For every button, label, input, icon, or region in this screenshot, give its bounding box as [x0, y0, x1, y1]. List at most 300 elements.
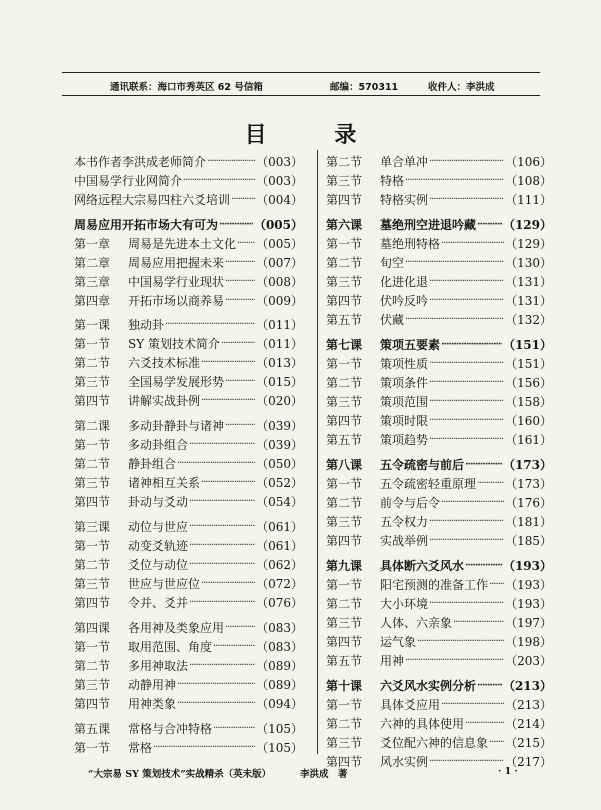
- toc-entry-page: （083）: [256, 640, 303, 654]
- toc-entry-leader: [225, 420, 255, 431]
- toc-entry-page: （054）: [256, 495, 303, 509]
- toc-entry-page: （005）: [256, 237, 303, 251]
- toc-entry-label: 第三节: [74, 678, 111, 692]
- toc-entry-label: 第一节: [74, 640, 111, 654]
- toc-entry-label: 第二课: [74, 419, 111, 433]
- toc-entry-title: 诸神相互关系: [128, 476, 201, 490]
- toc-entry-page: （198）: [505, 635, 552, 649]
- toc-entry: [326, 190, 552, 209]
- toc-entry-leader: [453, 617, 504, 628]
- toc-entry-leader: [441, 497, 504, 508]
- toc-entry-leader: [225, 376, 255, 387]
- toc-entry-label: 第一章: [74, 237, 111, 251]
- toc-entry: [326, 373, 552, 392]
- footer-book-title: “大宗易 SY 策划技术”实战精杀（英未版）: [88, 769, 272, 780]
- toc-entry: [326, 152, 552, 171]
- toc-entry-page: （005）: [253, 218, 303, 232]
- toc-entry: [74, 694, 303, 713]
- toc-entry: [326, 651, 552, 670]
- toc-entry-label: 第四节: [326, 193, 363, 207]
- toc-entry-label: 第三节: [326, 515, 363, 529]
- toc-entry: [326, 512, 552, 531]
- toc-entry-title: 各用神及类象应用: [128, 621, 225, 635]
- toc-entry: [74, 574, 303, 593]
- toc-entry: [326, 695, 552, 714]
- toc-entry: [74, 637, 303, 656]
- column-divider: [317, 150, 318, 754]
- toc-entry-page: （106）: [505, 155, 552, 169]
- toc-entry-label: 第三节: [326, 616, 363, 630]
- toc-entry-label: 第四章: [74, 294, 111, 308]
- toc-entry-leader: [429, 535, 504, 546]
- toc-entry-page: （193）: [505, 578, 552, 592]
- toc-entry-page: （130）: [505, 256, 552, 270]
- toc-entry-leader: [441, 238, 504, 249]
- toc-entry-page: （003）: [256, 155, 303, 169]
- toc-entry-page: （181）: [505, 515, 552, 529]
- toc-entry: [74, 353, 303, 372]
- toc-entry-page: （052）: [256, 476, 303, 490]
- toc-entry-leader: [189, 559, 255, 570]
- toc-entry-leader: [429, 756, 504, 767]
- toc-entry-page: （009）: [256, 294, 303, 308]
- toc-entry-label: 第四节: [326, 635, 363, 649]
- toc-entry-title: 大小环境: [380, 597, 429, 611]
- toc-entry-label: 第四节: [326, 755, 363, 769]
- header-recipient: 收件人：李洪成: [428, 82, 495, 93]
- toc-entry-page: （105）: [256, 741, 303, 755]
- toc-entry-label: 第一课: [74, 318, 111, 332]
- toc-entry-title: 爻位配六神的信息象: [380, 736, 489, 750]
- toc-entry-label: 第二节: [326, 496, 363, 510]
- toc-entry-label: 第四课: [74, 621, 111, 635]
- toc-entry-label: 第四节: [326, 294, 363, 308]
- toc-entry-page: （131）: [505, 275, 552, 289]
- toc-entry-page: （062）: [256, 558, 303, 572]
- footer-page-number: · 1 ·: [498, 766, 518, 777]
- toc-entry-leader: [189, 660, 255, 671]
- toc-entry-page: （217）: [505, 755, 552, 769]
- toc-entry: [74, 372, 303, 391]
- toc-entry-label: 第二节: [74, 558, 111, 572]
- toc-entry: [74, 719, 303, 738]
- toc-entry-leader: [165, 319, 255, 330]
- toc-entry: [326, 272, 552, 291]
- toc-entry-title: 伏藏: [380, 313, 405, 327]
- toc-entry-title: 策项五要素: [380, 338, 441, 352]
- toc-entry-title: 独动卦: [128, 318, 165, 332]
- toc-entry-page: （173）: [502, 458, 552, 472]
- toc-entry: [74, 171, 303, 190]
- toc-entry-label: 第一节: [326, 698, 363, 712]
- toc-entry-leader: [429, 156, 504, 167]
- toc-entry-label: 第十课: [326, 679, 363, 693]
- toc-entry-title: 本书作者李洪成老师简介: [74, 155, 207, 169]
- toc-entry-label: 第三节: [326, 736, 363, 750]
- toc-entry-leader: [477, 478, 504, 489]
- toc-entry-title: 动静用神: [128, 678, 177, 692]
- toc-entry-page: （213）: [502, 679, 552, 693]
- toc-entry: [326, 474, 552, 493]
- toc-entry-page: （161）: [505, 433, 552, 447]
- toc-entry: [74, 253, 303, 272]
- toc-entry-title: 卦动与爻动: [128, 495, 189, 509]
- toc-entry-leader: [405, 314, 504, 325]
- header-rule-top: [62, 72, 540, 73]
- toc-entry: [326, 411, 552, 430]
- toc-entry-leader: [189, 439, 255, 450]
- toc-entry-label: 第三课: [74, 520, 111, 534]
- toc-entry-title: 静卦组合: [128, 457, 177, 471]
- toc-entry-label: 第三节: [74, 476, 111, 490]
- toc-entry-label: 第五课: [74, 722, 111, 736]
- toc-entry-title: 讲解实战卦例: [128, 394, 201, 408]
- toc-entry-label: 第一节: [326, 357, 363, 371]
- toc-entry-page: （039）: [256, 438, 303, 452]
- toc-entry-page: （108）: [505, 174, 552, 188]
- toc-entry-leader: [429, 194, 504, 205]
- toc-entry: [74, 492, 303, 511]
- toc-entry-page: （089）: [256, 659, 303, 673]
- toc-entry: [74, 391, 303, 410]
- toc-entry-leader: [225, 276, 255, 287]
- toc-entry-label: 第四节: [326, 414, 363, 428]
- toc-entry: [326, 676, 552, 695]
- toc-entry-label: 第二节: [74, 457, 111, 471]
- header-rule-bottom: [62, 95, 540, 96]
- toc-entry: [326, 430, 552, 449]
- toc-entry-leader: [429, 434, 504, 445]
- toc-entry-page: （011）: [256, 318, 303, 332]
- toc-entry-page: （151）: [505, 357, 552, 371]
- toc-entry-label: 第三节: [74, 375, 111, 389]
- toc-entry-label: 第一节: [74, 438, 111, 452]
- toc-entry-label: 第八课: [326, 458, 363, 472]
- toc-entry: [326, 733, 552, 752]
- toc-entry: [74, 536, 303, 555]
- toc-entry-label: 第一节: [326, 578, 363, 592]
- toc-entry-title: 伏吟反吟: [380, 294, 429, 308]
- toc-entry: [74, 517, 303, 536]
- toc-entry-leader: [465, 718, 504, 729]
- toc-entry-title: 特格实例: [380, 193, 429, 207]
- toc-entry-label: 第二节: [326, 376, 363, 390]
- toc-entry-label: 第二节: [326, 256, 363, 270]
- toc-entry-leader: [225, 257, 255, 268]
- toc-entry-page: （156）: [505, 376, 552, 390]
- toc-entry: [74, 473, 303, 492]
- header-postcode: 邮编：570311: [330, 82, 399, 93]
- toc-entry-page: （061）: [256, 520, 303, 534]
- toc-entry-label: 第九课: [326, 559, 363, 573]
- toc-entry-title: 动变爻轨迹: [128, 539, 189, 553]
- toc-entry-title: 周易应用把握未来: [128, 256, 225, 270]
- toc-entry-title: 策项条件: [380, 376, 429, 390]
- header-address: 通讯联系：海口市秀英区 62 号信箱: [110, 82, 263, 93]
- toc-entry-page: （089）: [256, 678, 303, 692]
- toc-entry-title: 世应与世应位: [128, 577, 201, 591]
- toc-entry-leader: [219, 219, 253, 230]
- toc-entry-page: （050）: [256, 457, 303, 471]
- toc-entry-title: 多动卦静卦与诸神: [128, 419, 225, 433]
- toc-entry-leader: [441, 339, 502, 350]
- toc-entry-page: （215）: [505, 736, 552, 750]
- toc-entry-page: （131）: [505, 294, 552, 308]
- toc-entry-page: （105）: [256, 722, 303, 736]
- toc-entry-leader: [405, 175, 504, 186]
- toc-entry-title: 阳宅预测的准备工作: [380, 578, 489, 592]
- toc-entry: [74, 334, 303, 353]
- toc-entry-leader: [201, 395, 255, 406]
- toc-entry: [74, 738, 303, 757]
- toc-entry: [74, 656, 303, 675]
- toc-entry-page: （214）: [505, 717, 552, 731]
- toc-entry-page: （008）: [256, 275, 303, 289]
- toc-entry: [326, 493, 552, 512]
- toc-entry: [326, 455, 552, 474]
- toc-entry-page: （197）: [505, 616, 552, 630]
- toc-entry: [74, 190, 303, 209]
- toc-entry-page: （083）: [256, 621, 303, 635]
- toc-entry-page: （203）: [505, 654, 552, 668]
- toc-entry: [326, 335, 552, 354]
- toc-entry-label: 第二章: [74, 256, 111, 270]
- toc-entry-title: 人体、六亲象: [380, 616, 453, 630]
- toc-entry-title: 策项时限: [380, 414, 429, 428]
- toc-entry-leader: [405, 257, 504, 268]
- toc-entry-title: 网络远程大宗易四柱六爻培训: [74, 193, 231, 207]
- toc-entry-page: （129）: [505, 237, 552, 251]
- toc-entry-leader: [189, 540, 255, 551]
- toc-entry-label: 第四节: [74, 596, 111, 610]
- toc-entry-label: 第二节: [326, 597, 363, 611]
- toc-entry-page: （173）: [505, 477, 552, 491]
- toc-entry-page: （185）: [505, 534, 552, 548]
- toc-entry-title: 动位与世应: [128, 520, 189, 534]
- toc-entry: [326, 632, 552, 651]
- toc-entry-leader: [237, 238, 255, 249]
- toc-entry-page: （111）: [505, 193, 552, 207]
- toc-entry-title: 周易应用开拓市场大有可为: [74, 218, 219, 232]
- toc-entry: [326, 613, 552, 632]
- toc-entry-label: 第三节: [326, 275, 363, 289]
- toc-entry-page: （072）: [256, 577, 303, 591]
- toc-entry-leader: [225, 622, 255, 633]
- toc-entry-title: 墓绝刑特格: [380, 237, 441, 251]
- toc-entry-title: 周易是先进本土文化: [128, 237, 237, 251]
- toc-entry-leader: [225, 295, 255, 306]
- toc-entry-leader: [429, 295, 504, 306]
- toc-entry-label: 第二节: [74, 659, 111, 673]
- toc-entry: [74, 593, 303, 612]
- toc-entry-label: 第四节: [326, 534, 363, 548]
- toc-entry-leader: [221, 338, 255, 349]
- toc-entry: [74, 435, 303, 454]
- toc-entry: [74, 416, 303, 435]
- toc-entry-leader: [201, 477, 255, 488]
- toc-entry-title: 用神: [380, 654, 405, 668]
- toc-entry-leader: [189, 496, 255, 507]
- toc-entry-label: 第四节: [74, 394, 111, 408]
- toc-entry-title: 取用范围、角度: [128, 640, 213, 654]
- toc-entry-title: 风水实例: [380, 755, 429, 769]
- toc-entry-page: （061）: [256, 539, 303, 553]
- toc-entry-page: （011）: [256, 337, 303, 351]
- toc-entry: [326, 310, 552, 329]
- toc-entry-leader: [429, 415, 504, 426]
- toc-entry: [74, 234, 303, 253]
- toc-entry-leader: [177, 458, 255, 469]
- toc-entry: [326, 215, 552, 234]
- toc-entry: [326, 392, 552, 411]
- toc-entry-title: 具体断六爻风水: [380, 559, 465, 573]
- page-title: 目 录: [244, 122, 387, 148]
- toc-entry: [74, 454, 303, 473]
- toc-entry-title: 前令与后令: [380, 496, 441, 510]
- toc-entry-label: 第一节: [326, 237, 363, 251]
- toc-entry: [74, 215, 303, 234]
- toc-entry: [326, 531, 552, 550]
- toc-entry-page: （007）: [256, 256, 303, 270]
- toc-entry: [326, 171, 552, 190]
- toc-entry-page: （094）: [256, 697, 303, 711]
- toc-entry-title: 中国易学行业现状: [128, 275, 225, 289]
- toc-entry-leader: [177, 679, 255, 690]
- toc-entry-label: 第三节: [74, 577, 111, 591]
- toc-entry-leader: [489, 737, 504, 748]
- toc-entry-leader: [189, 597, 255, 608]
- toc-entry-title: 令并、爻并: [128, 596, 189, 610]
- toc-entry-label: 第六课: [326, 218, 363, 232]
- toc-entry-title: 策项范围: [380, 395, 429, 409]
- toc-entry-label: 第三章: [74, 275, 111, 289]
- toc-entry: [74, 618, 303, 637]
- toc-entry-page: （132）: [505, 313, 552, 327]
- toc-entry-page: （151）: [502, 338, 552, 352]
- toc-entry-leader: [417, 636, 504, 647]
- toc-entry-leader: [231, 194, 255, 205]
- toc-entry-leader: [201, 357, 255, 368]
- toc-entry-label: 第二节: [326, 717, 363, 731]
- toc-entry: [74, 675, 303, 694]
- toc-entry-label: 第五节: [326, 433, 363, 447]
- toc-entry-page: （003）: [256, 174, 303, 188]
- toc-entry-label: 第二节: [74, 356, 111, 370]
- toc-entry: [326, 752, 552, 771]
- toc-entry-title: 五令疏密轻重原理: [380, 477, 477, 491]
- toc-entry-title: 运气象: [380, 635, 417, 649]
- toc-entry-leader: [477, 219, 502, 230]
- toc-entry-label: 第七课: [326, 338, 363, 352]
- toc-entry-page: （160）: [505, 414, 552, 428]
- toc-entry: [326, 234, 552, 253]
- toc-entry-leader: [465, 459, 502, 470]
- toc-entry-leader: [429, 516, 504, 527]
- toc-entry: [326, 556, 552, 575]
- toc-entry-title: 旬空: [380, 256, 405, 270]
- toc-entry-label: 第二节: [326, 155, 363, 169]
- toc-entry-leader: [405, 655, 504, 666]
- toc-entry-leader: [429, 396, 504, 407]
- toc-entry-page: （193）: [502, 559, 552, 573]
- toc-entry-title: 常格: [128, 741, 153, 755]
- toc-entry-title: 多用神取法: [128, 659, 189, 673]
- toc-entry-page: （076）: [256, 596, 303, 610]
- toc-entry-title: 用神类象: [128, 697, 177, 711]
- toc-entry-title: 爻位与动位: [128, 558, 189, 572]
- toc-entry-leader: [429, 276, 504, 287]
- toc-entry-page: （158）: [505, 395, 552, 409]
- toc-entry: [74, 315, 303, 334]
- toc-entry-title: 具体爻应用: [380, 698, 441, 712]
- toc-entry-page: （129）: [502, 218, 552, 232]
- toc-entry-leader: [477, 680, 502, 691]
- toc-entry-label: 第三节: [326, 174, 363, 188]
- toc-entry-page: （213）: [505, 698, 552, 712]
- toc-entry-leader: [429, 598, 504, 609]
- toc-entry-title: 策项性质: [380, 357, 429, 371]
- toc-entry-title: 五令疏密与前后: [380, 458, 465, 472]
- toc-entry-title: 化进化退: [380, 275, 429, 289]
- toc-entry-leader: [213, 723, 255, 734]
- toc-entry-leader: [201, 578, 255, 589]
- toc-entry-leader: [183, 175, 255, 186]
- toc-entry-label: 第一节: [74, 539, 111, 553]
- toc-entry-leader: [207, 156, 255, 167]
- toc-entry-page: （193）: [505, 597, 552, 611]
- toc-entry-label: 第四节: [74, 697, 111, 711]
- toc-entry-page: （039）: [256, 419, 303, 433]
- toc-entry-page: （176）: [505, 496, 552, 510]
- toc-entry-label: 第五节: [326, 313, 363, 327]
- toc-entry-title: 全国易学发展形势: [128, 375, 225, 389]
- toc-entry-title: 常格与合冲特格: [128, 722, 213, 736]
- toc-entry-label: 第一节: [74, 741, 111, 755]
- toc-entry-leader: [489, 579, 504, 590]
- toc-entry-title: 策项趋势: [380, 433, 429, 447]
- toc-entry-leader: [429, 358, 504, 369]
- toc-entry: [326, 714, 552, 733]
- toc-entry-leader: [153, 742, 255, 753]
- toc-entry-title: 六爻风水实例分析: [380, 679, 477, 693]
- toc-entry-page: （004）: [256, 193, 303, 207]
- toc-entry-title: 六神的具体使用: [380, 717, 465, 731]
- toc-entry-title: 五令权力: [380, 515, 429, 529]
- toc-entry-title: 实战举例: [380, 534, 429, 548]
- toc-entry: [326, 575, 552, 594]
- toc-entry-page: （020）: [256, 394, 303, 408]
- toc-entry-page: （015）: [256, 375, 303, 389]
- toc-entry-leader: [441, 699, 504, 710]
- toc-entry-title: 六爻技术标准: [128, 356, 201, 370]
- toc-entry: [74, 152, 303, 171]
- toc-entry-leader: [465, 560, 502, 571]
- toc-entry-title: 墓绝刑空进退吟藏: [380, 218, 477, 232]
- toc-entry-title: 多动卦组合: [128, 438, 189, 452]
- toc-entry-leader: [213, 641, 255, 652]
- toc-entry-label: 第五节: [326, 654, 363, 668]
- toc-entry: [326, 354, 552, 373]
- toc-entry-leader: [177, 698, 255, 709]
- toc-entry: [74, 272, 303, 291]
- toc-entry-label: 第三节: [326, 395, 363, 409]
- footer-author: 李洪成 著: [300, 769, 348, 780]
- toc-entry-page: （013）: [256, 356, 303, 370]
- toc-entry-title: 开拓市场以商养易: [128, 294, 225, 308]
- toc-entry-title: SY 策划技术简介: [128, 337, 220, 351]
- toc-entry: [74, 291, 303, 310]
- toc-entry-label: 第一节: [326, 477, 363, 491]
